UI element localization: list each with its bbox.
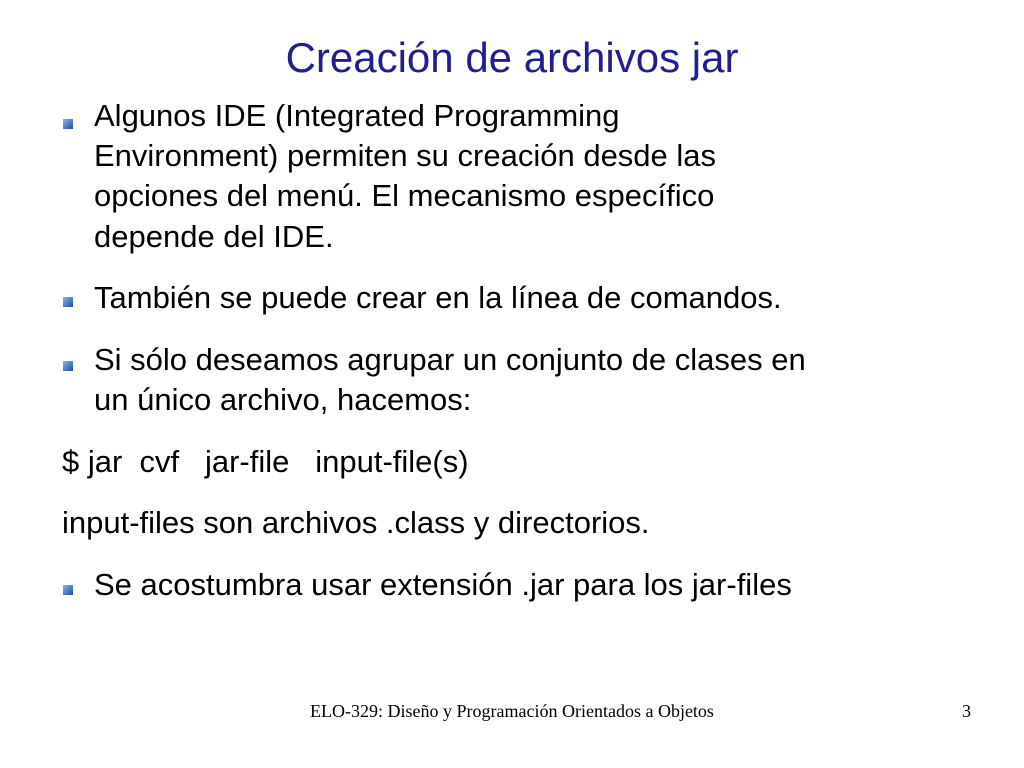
bullet-1-line-1: Algunos IDE (Integrated Programming [94, 98, 620, 133]
square-bullet-icon [62, 296, 74, 308]
square-bullet-icon [62, 584, 74, 596]
bullet-2-line-1: También se puede crear en la línea de comandos. [94, 280, 782, 315]
command-line: $ jar cvf jar-file input-file(s) [62, 444, 469, 479]
square-bullet-icon [62, 360, 74, 372]
bullet-4-line-1: Se acostumbra usar extensión .jar para los jar-files [94, 567, 792, 602]
bullet-1-line-2: Environment) permiten su creación desde las [94, 138, 717, 173]
bullet-3-line-2: un único archivo, hacemos: [94, 382, 472, 417]
slide-footer: ELO-329: Diseño y Programación Orientados a Objetos [310, 701, 714, 721]
slide-title: Creación de archivos jar [285, 34, 739, 81]
note-line: input-files son archivos .class y directorios. [62, 505, 650, 540]
page-number: 3 [962, 701, 971, 721]
bullet-1-line-3: opciones del menú. El mecanismo específico [94, 178, 715, 213]
bullet-1-line-4: depende del IDE. [94, 219, 334, 254]
bullet-3-line-1: Si sólo deseamos agrupar un conjunto de clases en [94, 342, 806, 377]
square-bullet-icon [62, 118, 74, 130]
